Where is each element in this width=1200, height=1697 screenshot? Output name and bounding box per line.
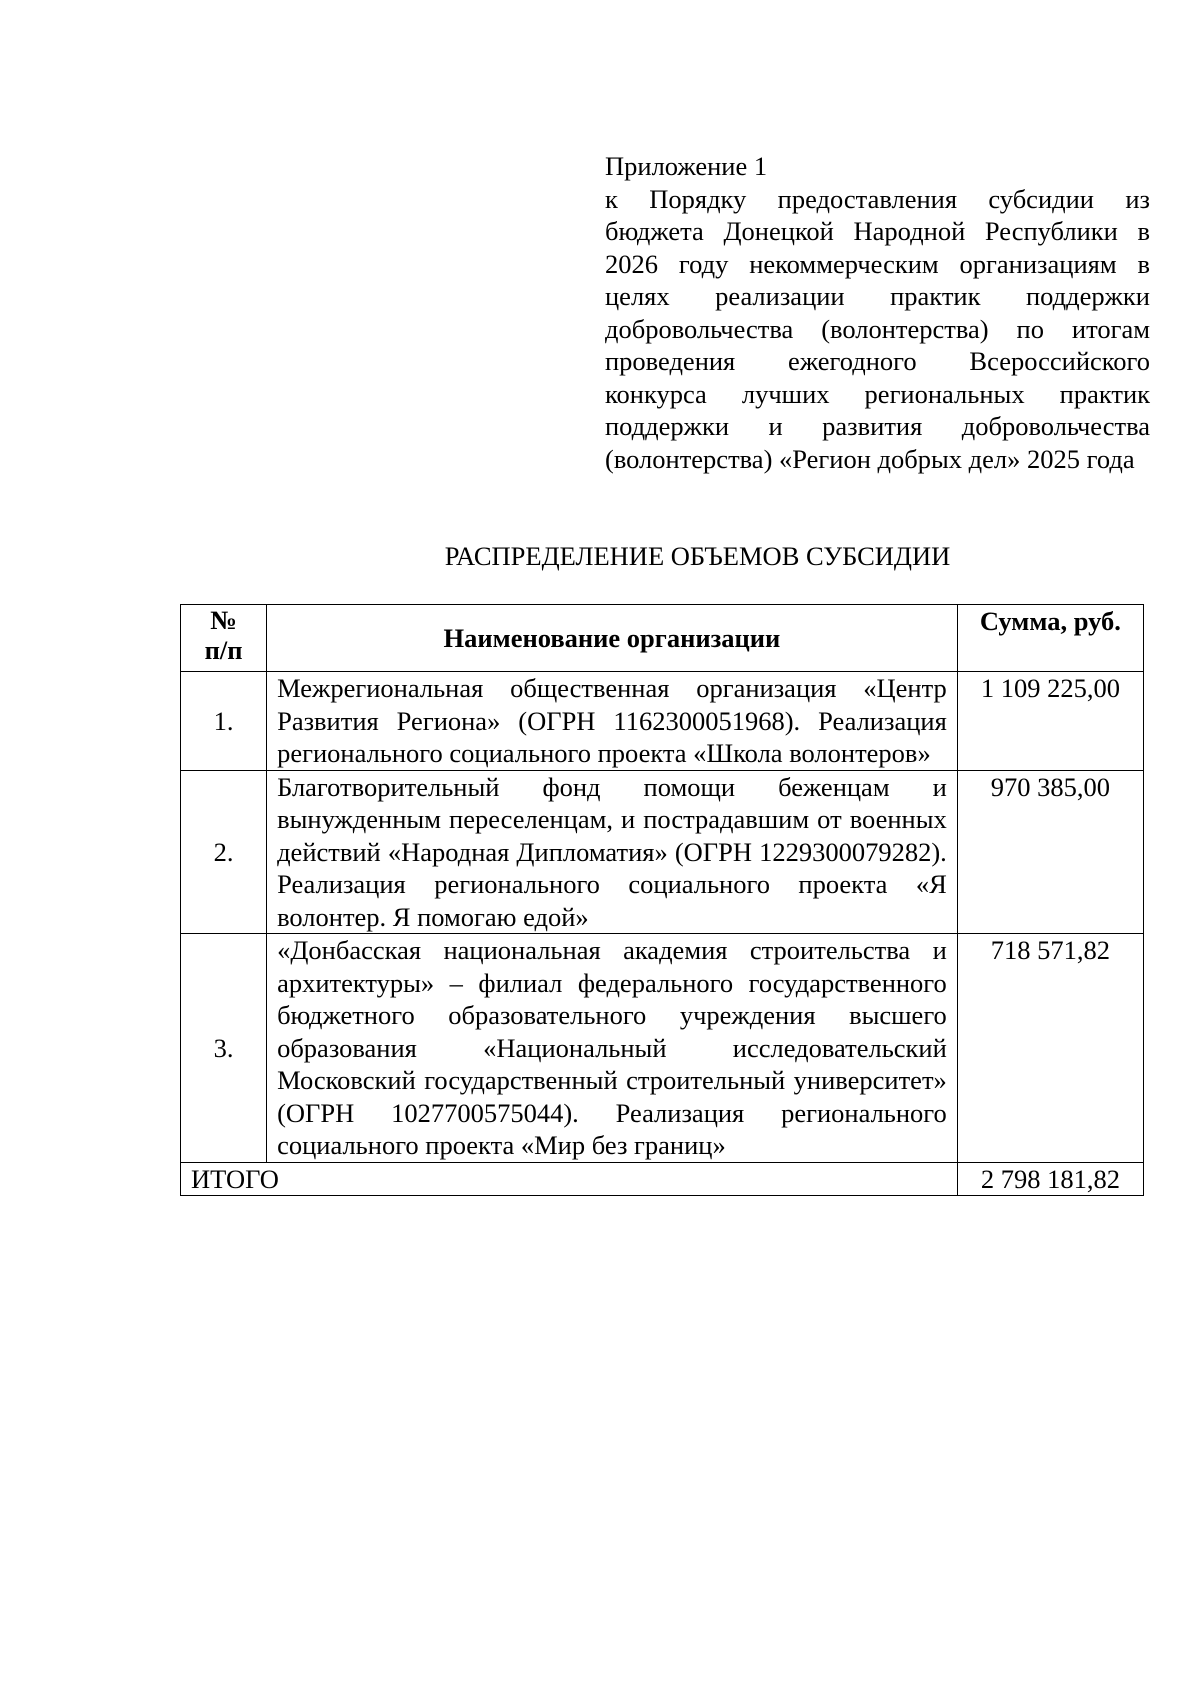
table-total-row [181,1162,1144,1196]
row-sum: 970 385,00 [957,770,1143,934]
row-number: 3. [181,934,267,1163]
row-number: 2. [181,770,267,934]
header-organization-name: Наименование организации [267,605,958,672]
row-organization-name: «Донбасская национальная академия строительства и архитектуры» – филиал федерального государственного бюджетного образовательного учреждения высшего образования «Национальный исследовательский Московский государственный строительный университет» (ОГРН 1027700575044). Реализация регионального социального проекта «Мир без границ» [267,934,958,1163]
total-label: ИТОГО [181,1162,958,1196]
table-row [181,672,1144,771]
table-row [181,770,1144,934]
subsidy-distribution-table [180,604,1144,1196]
table-row [181,934,1144,1163]
row-organization-name: Благотворительный фонд помощи беженцам и вынужденным переселенцам, и пострадавшим от военных действий «Народная Дипломатия» (ОГРН 1229300079282). Реализация регионального социального проекта «Я волонтер. Я помогаю едой» [267,770,958,934]
row-sum: 718 571,82 [957,934,1143,1163]
appendix-title: Приложение 1 [605,151,768,181]
total-sum: 2 798 181,82 [957,1162,1143,1196]
appendix-text: к Порядку предоставления субсидии из бюджета Донецкой Народной Республики в 2026 году некоммерческим организациям в целях реализации практик поддержки добровольчества (волонтерства) по итогам проведения ежегодного Всероссийского конкурса лучших региональных практик поддержки и развития добровольчества (волонтерства) «Регион добрых дел» 2025 года [605,183,1150,474]
appendix-block [605,150,1150,475]
header-sum: Сумма, руб. [957,605,1143,672]
header-number-label: п/п [204,635,243,665]
header-number-sign: № [210,605,237,635]
document-title: РАСПРЕДЕЛЕНИЕ ОБЪЕМОВ СУБСИДИИ [444,541,951,571]
row-organization-name: Межрегиональная общественная организация «Центр Развития Региона» (ОГРН 1162300051968). Реализация регионального социального проекта «Школа волонтеров» [267,672,958,771]
row-number: 1. [181,672,267,771]
row-sum: 1 109 225,00 [957,672,1143,771]
table-header-row [181,605,1144,672]
header-number [181,605,267,672]
